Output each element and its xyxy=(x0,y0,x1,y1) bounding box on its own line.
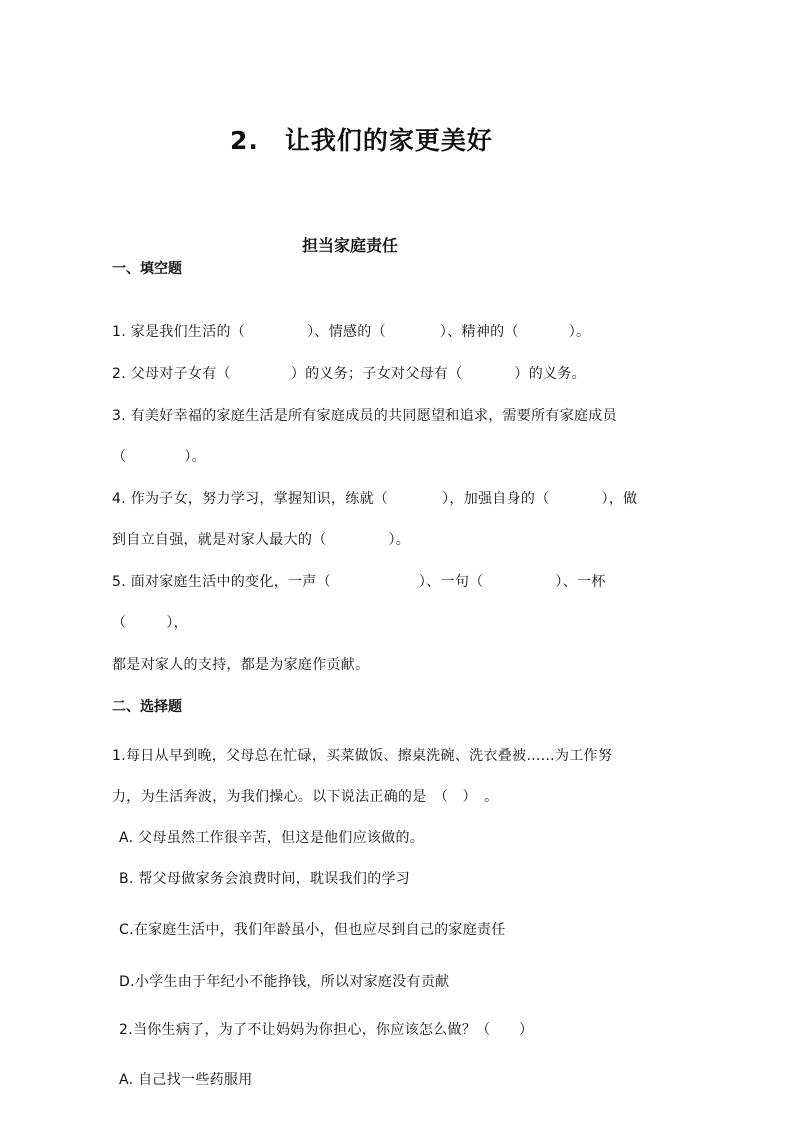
q2-part-a: 2. 父母对子女有（ xyxy=(112,366,231,382)
fill-blank-question-3-line-2 xyxy=(112,446,206,466)
q1-part-b: ）、情感的（ xyxy=(307,324,386,340)
choice-question-1-line-2: 力，为生活奔波，为我们操心。以下说法正确的是 （ ） 。 xyxy=(112,789,499,805)
choice-q1-option-d: D.小学生由于年纪小不能挣钱，所以对家庭没有贡献 xyxy=(119,974,450,990)
fill-blank-question-4-line-2 xyxy=(112,529,410,549)
q3-line2-close: ）。 xyxy=(184,449,206,465)
q5-line2-b: ）， xyxy=(166,615,188,631)
q4-line2-b: ）。 xyxy=(388,532,411,548)
fill-blank-question-5-line-3: 都是对家人的支持，都是为家庭作贡献。 xyxy=(112,657,370,673)
q2-part-c: ）的义务。 xyxy=(514,366,586,382)
q1-part-a: 1. 家是我们生活的（ xyxy=(112,324,246,340)
fill-blank-question-5-line-2 xyxy=(112,612,188,632)
fill-blank-question-3-line-1: 3. 有美好幸福的家庭生活是所有家庭成员的共同愿望和追求，需要所有家庭成员 xyxy=(112,408,617,424)
fill-blank-question-5-line-1 xyxy=(112,571,606,591)
q2-part-b: ）的义务；子女对父母有（ xyxy=(290,366,463,382)
section-subtitle: 担当家庭责任 xyxy=(302,236,399,255)
q4-line2-a: 到自立自强，就是对家人最大的（ xyxy=(112,532,327,548)
q1-part-c: ）、精神的（ xyxy=(439,324,519,340)
fill-blank-question-4-line-1 xyxy=(112,488,637,508)
fill-blank-question-2 xyxy=(112,363,586,383)
q4-part-a: 4. 作为子女，努力学习，掌握知识，练就（ xyxy=(112,491,389,507)
q5-part-a: 5. 面对家庭生活中的变化，一声（ xyxy=(112,574,331,590)
q1-part-d: ）。 xyxy=(568,324,591,340)
choice-q1-option-c: C.在家庭生活中，我们年龄虽小，但也应尽到自己的家庭责任 xyxy=(119,922,506,938)
section-fill-blank-heading: 一、填空题 xyxy=(112,261,182,277)
section-multiple-choice-heading: 二、选择题 xyxy=(112,699,182,715)
choice-q2-option-a: A. 自己找一些药服用 xyxy=(119,1072,253,1088)
choice-q1-option-b: B. 帮父母做家务会浪费时间，耽误我们的学习 xyxy=(119,871,411,887)
fill-blank-question-1 xyxy=(112,321,590,341)
choice-q1-option-a: A. 父母虽然工作很辛苦，但这是他们应该做的。 xyxy=(119,830,425,846)
q5-line2-a: （ xyxy=(112,615,127,631)
choice-question-2: 2.当你生病了，为了不让妈妈为你担心，你应该怎么做？（ ） xyxy=(119,1022,534,1038)
q5-part-c: ）、一杯 xyxy=(555,574,606,590)
page-title: 2. 让我们的家更美好 xyxy=(230,126,493,155)
q3-line2-open: （ xyxy=(112,449,127,465)
q4-part-c: ），做 xyxy=(601,491,638,507)
q4-part-b: ），加强自身的（ xyxy=(442,491,550,507)
choice-question-1-line-1: 1.每日从早到晚，父母总在忙碌，买菜做饭、擦桌洗碗、洗衣叠被……为工作努 xyxy=(112,748,613,764)
q5-part-b: ）、一句（ xyxy=(418,574,484,590)
